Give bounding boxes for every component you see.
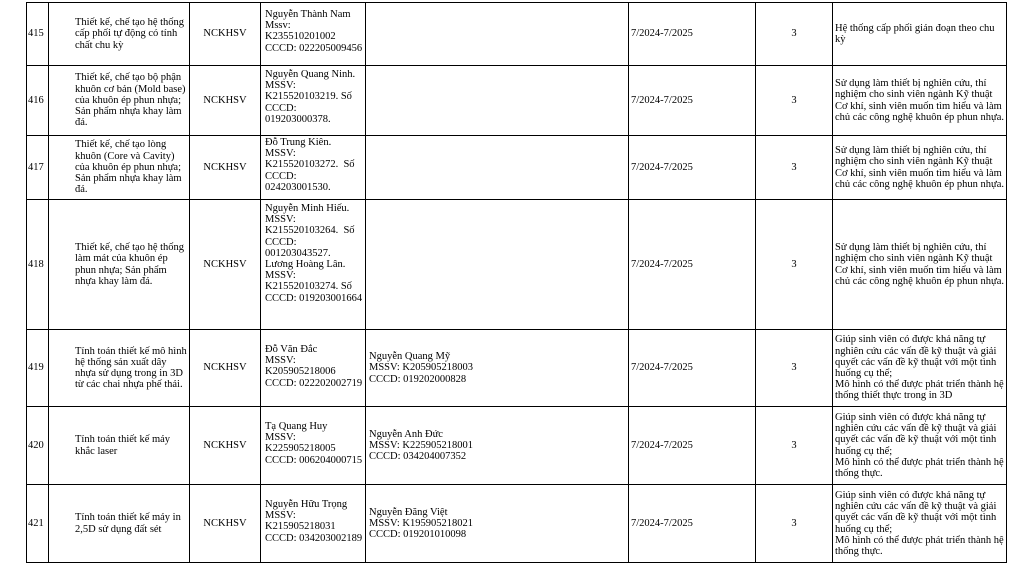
student-info: Tạ Quang Huy MSSV: K225905218005 CCCD: 006204000715 [261,407,366,485]
project-type: NCKHSV [190,200,261,330]
student-info: Nguyễn Thành Nam Mssv: K235510201002 CCCD: 022205009456 [261,3,366,66]
student-info-secondary [366,3,629,66]
table-row [27,330,1007,407]
student-info: Nguyễn Quang Ninh. MSSV: K215520103219. Số CCCD: 019203000378. [261,66,366,136]
quantity: 3 [756,3,833,66]
project-title: Thiết kế, chế tạo hệ thống cấp phối tự động có tính chất chu kỳ [49,3,190,66]
project-table [26,2,1007,563]
note: Giúp sinh viên có được khả năng tự nghiên cứu các vấn đề kỹ thuật và giải quyết các vấn đề kỹ thuật với một tình huống cụ thể; Mô hình có thể được phát triển thành hệ thống thực. [833,485,1007,563]
note: Hệ thống cấp phối gián đoạn theo chu kỳ [833,3,1007,66]
time-period: 7/2024-7/2025 [629,200,756,330]
note: Giúp sinh viên có được khả năng tự nghiên cứu các vấn đề kỹ thuật và giải quyết các vấn đề kỹ thuật với một tình huống cụ thể; Mô hình có thể được phát triển thành hệ thống thiết thực trong in 3D [833,330,1007,407]
project-type: NCKHSV [190,485,261,563]
project-title: Thiết kế, chế tạo hệ thống làm mát của khuôn ép phun nhựa; Sản phẩm nhựa khay làm đá. [49,200,190,330]
row-number: 417 [27,136,49,200]
student-info-secondary [366,66,629,136]
student-info-secondary [366,200,629,330]
project-title: Thiết kế, chế tạo bộ phận khuôn cơ bản (Mold base) của khuôn ép phun nhựa; Sản phẩm nhựa khay làm đá. [49,66,190,136]
student-info-secondary: Nguyễn Quang Mỹ MSSV: K205905218003 CCCD: 019202000828 [366,330,629,407]
quantity: 3 [756,485,833,563]
row-number: 415 [27,3,49,66]
project-title: Thiết kế, chế tạo lòng khuôn (Core và Cavity) của khuôn ép phun nhựa; Sản phẩm nhựa khay làm đá. [49,136,190,200]
table-row [27,3,1007,66]
time-period: 7/2024-7/2025 [629,3,756,66]
quantity: 3 [756,66,833,136]
project-title: Tính toán thiết kế máy in 2,5D sử dụng đất sét [49,485,190,563]
note: Sử dụng làm thiết bị nghiên cứu, thí nghiệm cho sinh viên ngành Kỹ thuật Cơ khí, sinh viên muốn tìm hiểu và làm chủ các công nghệ khuôn ép phun nhựa. [833,200,1007,330]
student-info-secondary: Nguyễn Đăng Việt MSSV: K195905218021 CCCD: 019201010098 [366,485,629,563]
project-title: Tính toán thiết kế mô hình hệ thống sản xuất dây nhựa sử dụng trong in 3D từ các chai nhựa phế thải. [49,330,190,407]
student-info: Nguyễn Hữu Trọng MSSV: K215905218031 CCCD: 034203002189 [261,485,366,563]
note: Sử dụng làm thiết bị nghiên cứu, thí nghiệm cho sinh viên ngành Kỹ thuật Cơ khí, sinh viên muốn tìm hiểu và làm chủ các công nghệ khuôn ép phun nhựa. [833,136,1007,200]
student-info: Nguyễn Minh Hiếu. MSSV: K215520103264. Số CCCD: 001203043527. Lương Hoàng Lân. MSSV: K215520103274. Số CCCD: 019203001664 [261,200,366,330]
project-type: NCKHSV [190,136,261,200]
row-number: 416 [27,66,49,136]
note: Sử dụng làm thiết bị nghiên cứu, thí nghiệm cho sinh viên ngành Kỹ thuật Cơ khí, sinh viên muốn tìm hiểu và làm chủ các công nghệ khuôn ép phun nhựa. [833,66,1007,136]
row-number: 421 [27,485,49,563]
quantity: 3 [756,407,833,485]
project-type: NCKHSV [190,407,261,485]
quantity: 3 [756,330,833,407]
time-period: 7/2024-7/2025 [629,66,756,136]
student-info-secondary [366,136,629,200]
row-number: 419 [27,330,49,407]
student-info-secondary: Nguyễn Anh Đức MSSV: K225905218001 CCCD: 034204007352 [366,407,629,485]
project-title: Tính toán thiết kế máy khắc laser [49,407,190,485]
table-row [27,485,1007,563]
table-row [27,200,1007,330]
table-row [27,66,1007,136]
table-row [27,136,1007,200]
time-period: 7/2024-7/2025 [629,407,756,485]
note: Giúp sinh viên có được khả năng tự nghiên cứu các vấn đề kỹ thuật và giải quyết các vấn đề kỹ thuật với một tình huống cụ thể; Mô hình có thể được phát triển thành hệ thống thực. [833,407,1007,485]
project-type: NCKHSV [190,330,261,407]
time-period: 7/2024-7/2025 [629,136,756,200]
project-type: NCKHSV [190,3,261,66]
quantity: 3 [756,200,833,330]
table-row [27,407,1007,485]
quantity: 3 [756,136,833,200]
row-number: 420 [27,407,49,485]
row-number: 418 [27,200,49,330]
time-period: 7/2024-7/2025 [629,330,756,407]
student-info: Đỗ Trung Kiên. MSSV: K215520103272. Số CCCD: 024203001530. [261,136,366,200]
time-period: 7/2024-7/2025 [629,485,756,563]
student-info: Đỗ Văn Đắc MSSV: K205905218006 CCCD: 022202002719 [261,330,366,407]
project-type: NCKHSV [190,66,261,136]
